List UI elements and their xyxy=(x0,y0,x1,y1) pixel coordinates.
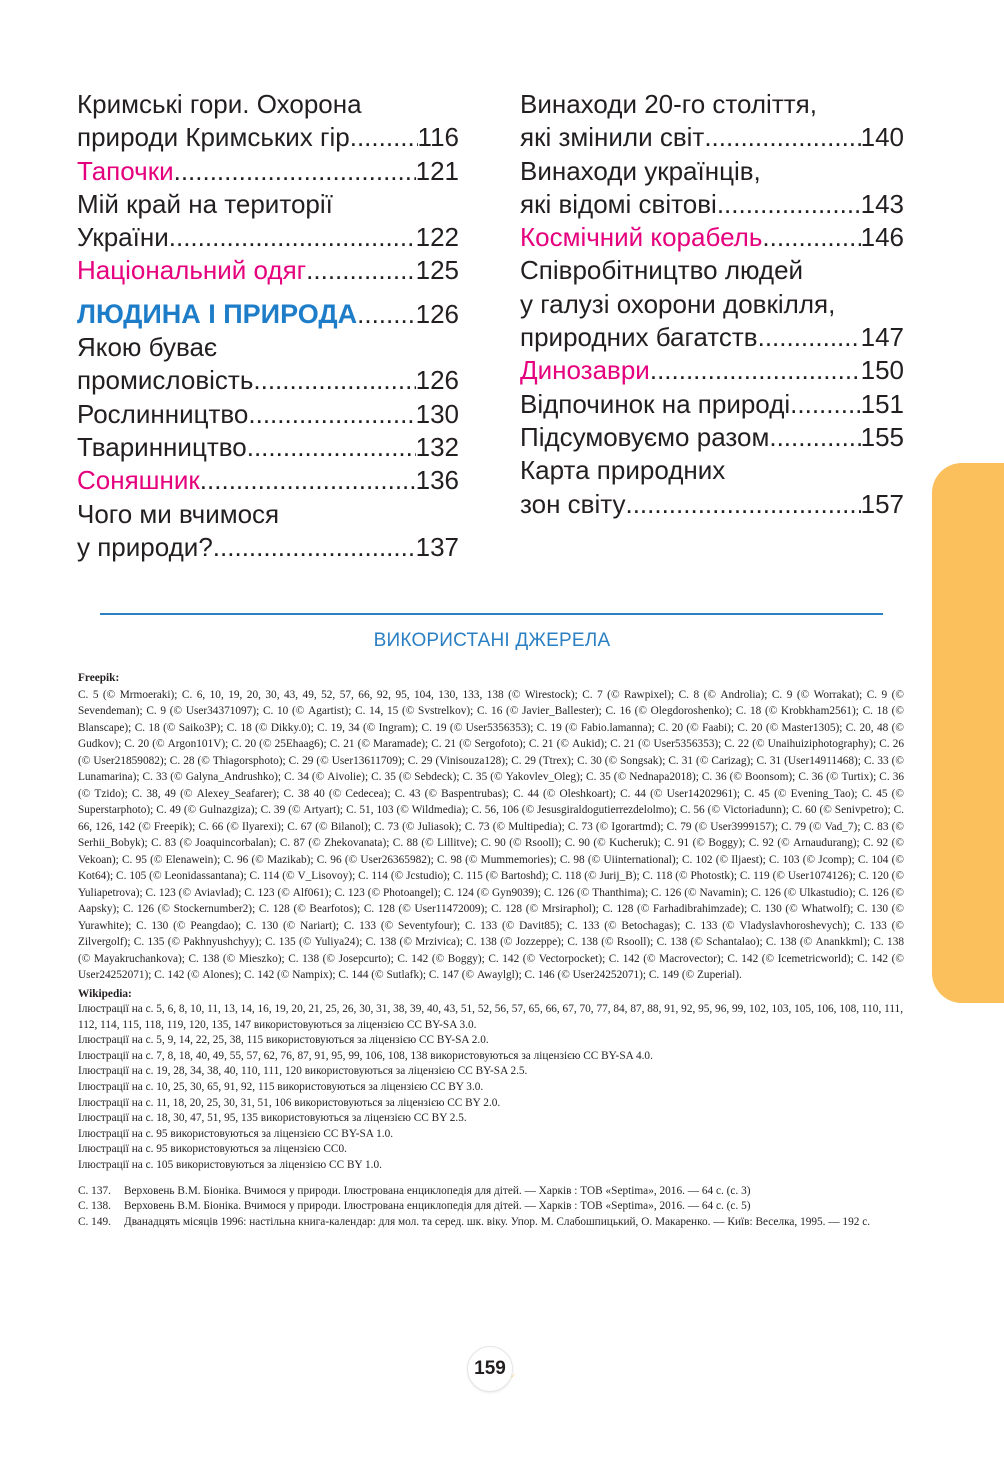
toc-page-number: 126 xyxy=(415,298,459,329)
dot-leader xyxy=(253,364,415,397)
toc-page-number: 121 xyxy=(415,155,459,186)
toc-entry-row xyxy=(77,221,459,254)
toc-entry-row xyxy=(77,464,459,497)
license-line: Ілюстрації на с. 105 використовуються за ліцензією CC BY 1.0. xyxy=(78,1158,382,1171)
toc-entry-line: Якою буває xyxy=(77,332,218,363)
reference-text: Дванадцять місяців 1996: настільна книга-календар: для мол. та серед. шк. віку. Упор. М. Слабошпицький, О. Макаренко. — Київ: Веселка, 1995. — 192 с. xyxy=(124,1215,871,1228)
toc-entry-line: Чого ми вчимося xyxy=(77,498,280,529)
freepik-header: Freepik: xyxy=(78,672,120,684)
dot-leader xyxy=(758,321,861,354)
toc-page-number: 132 xyxy=(415,431,459,462)
dot-leader xyxy=(200,464,416,497)
dot-leader xyxy=(650,354,861,387)
dot-leader xyxy=(704,121,860,154)
wikipedia-header: Wikipedia: xyxy=(78,987,132,1000)
toc-entry-row xyxy=(520,388,904,421)
dot-leader xyxy=(213,531,416,564)
toc-entry-title: у природи? xyxy=(77,531,213,562)
reference-page: С. 138. xyxy=(78,1200,111,1213)
toc-entry xyxy=(77,398,459,431)
toc-entry-row xyxy=(520,188,904,221)
license-line: Ілюстрації на с. 95 використовуються за ліцензією CC0. xyxy=(78,1143,347,1156)
toc-page-number: 147 xyxy=(860,322,904,353)
toc-entry-row xyxy=(77,531,459,564)
section-tab xyxy=(932,463,1004,1003)
toc-entry-title: Космічний корабель xyxy=(520,222,763,253)
toc-entry-line: у галузі охорони довкілля, xyxy=(520,288,836,319)
toc-entry-line: Мій край на території xyxy=(77,188,333,219)
dot-leader xyxy=(174,155,416,188)
license-line: Ілюстрації на с. 11, 18, 20, 25, 30, 31, 51, 106 використовуються за ліцензією CC BY 2.0. xyxy=(78,1096,501,1109)
license-line: Ілюстрації на с. 95 використовуються за ліцензією CC BY-SA 1.0. xyxy=(78,1127,394,1140)
page-number-badge xyxy=(464,1345,524,1393)
toc-entry xyxy=(77,464,459,497)
toc-page-number: 151 xyxy=(860,388,904,419)
toc-entry xyxy=(77,254,459,287)
toc-page-number: 157 xyxy=(860,488,904,519)
toc-entry xyxy=(520,155,904,222)
toc-entry xyxy=(520,421,904,454)
toc-page-number: 116 xyxy=(417,122,459,153)
toc-entry-title: Підсумовуємо разом xyxy=(520,421,770,452)
toc-entry-row xyxy=(520,488,904,521)
toc-entry-title: ЛЮДИНА І ПРИРОДА xyxy=(77,298,358,329)
toc-entry xyxy=(520,254,904,354)
freepik-credits: С. 5 (© Mrmoeraki); С. 6, 10, 19, 20, 30, 43, 49, 52, 57, 66, 92, 95, 104, 130, 133, 138 (© Wirestock); С. 7 (© Rawpixel); С. 8 (© Androlia); С. 9 (© Worrakat); С. 9 (© Sevendeman); С. 9 (© User34371097); С. 10 (© Agartist); С. 14, 15 (© Svstrelkov); С. 16 (© Javier_Ballester); С. 16 (© Olegdoroshenko); С. 18 (© Krobkham2561); С. 18 (© Blanscape); С. 18 (© Saiko3P); С. 18 (© Dikky.0); С. 19, 34 (© Ingram); С. 19 (© User5356353); С. 19 (© Fabio.lamanna); С. 20 (© Faabi); С. 20 (© Master1305); С. 20, 48 (© Gudkov); С. 20 (© Argon101V); С. 20 (© 25Ehaag6); С. 21 (© Maramade); С. 21 (© Sergofoto); С. 21 (© Aukid); С. 21 (© User5356353); С. 22 (© Unaihuiziphotography); С. 26 (© User21859082); С. 28 (© Thiagorsphoto); С. 29 (© User13611709); С. 29 (Vinisouza128); С. 29 (Ttrex); С. 30 (© Songsak); С. 31 (© Carizag); С. 31 (User14911468); С. 33 (© Lunamarina); С. 33 (© Galyna_Andrushko); С. 34 (© Aivolie); С. 35 (© Sebdeck); С. 35 (© Yakovlev_Oleg); С. 35 (© Nednapa2018); С. 36 (© Boonsom); С. 36 (© Turtix); С. 36 (© Tzido); С. 38, 49 (© Alexey_Seafarer); С. 38 40 (© Cedecea); С. 43 (© Baspentrubas); С. 44 (© Oleshkoart); С. 44 (© User14202961); С. 45 (© Evening_Tao); С. 45 (© Superstarphoto); С. 49 (© Gulnazgiza); С. 39 (© Artyart); С. 51, 103 (© Wildmedia); С. 56, 106 (© Jesusgiraldogutierrezdelolmo); С. 56 (© Victoriadunn); С. 60 (© Senivpetro); С. 66, 126, 142 (© Freepik); С. 66 (© Ilyarexi); С. 67 (© Bilanol); С. 73 (© Juliasok); С. 73 (© Multipedia); С. 73 (© Igorartmd); С. 79 (© User3999157); С. 79 (© Vad_7); С. 83 (© Serhii_Bobyk); С. 83 (© Joaquincorbalan); С. 87 (© Zhekovanata); С. 88 (© Lillitve); С. 90 (© Rsooll); С. 90 (© Kucheruk); С. 91 (© Boggy); С. 92 (© Arnaudurang); С. 92 (© Vekoan); С. 95 (© Elenawein); С. 96 (© Mazikab); С. 96 (© User26365982); С. 98 (© Mummemories); С. 98 (© Uiinternational); С. 102 (© Iljaest); С. 103 (© Jcomp); С. 104 (© Kot64); С. 105 (© Leonidassantana); С. 114 (© V_Lisovoy); С. 114 (© Jcstudio); С. 115 (© Bartoshd); С. 118 (© Jurij_B); С. 118 (© Photostk); С. 119 (© User1074126); С. 120 (© Yuliapetrova); С. 123 (© Aviavlad); С. 123 (© Alf061); С. 123 (© Photoangel); С. 124 (© Gyn9039); С. 126 (© Thanthima); С. 126 (© Navamin); С. 126 (© Ulkastudio); С. 126 (© Aapsky); С. 126 (© Stockernumber2); С. 128 (© Bearfotos); С. 128 (© User11472009); С. 128 (© Mrsiraphol); С. 128 (© Farhadibrahimzade); С. 130 (© Whatwolf); С. 130 (© Yurawhite); С. 130 (© Peangdao); С. 130 (© Nariart); С. 133 (© Seventyfour); С. 133 (© Davit85); С. 133 (© Betochagas); С. 133 (© Vladyslavhoroshevych); С. 133 (© Zilvergolf); С. 135 (© Pakhnyushchyy); С. 135 (© Yuliya24); С. 138 (© Mrzivica); С. 138 (© Jozzeppe); С. 138 (© Rsooll); С. 138 (© Schantalao); С. 138 (© Anankkml); С. 138 (© Mayakruchankova); С. 138 (© Mieszko); С. 138 (© Josepcurto); С. 142 (© Boggy); С. 142 (© Vectorpocket); С. 142 (© Macrovector); С. 142 (© Icemetricworld); С. 142 (© User24252071); С. 142 (© Alones); С. 142 (© Nampix); С. 144 (© Sutlafk); С. 147 (© Awaylgl); С. 146 (© User24252071); С. 149 (© Zuperial). xyxy=(78,688,904,981)
toc-entry xyxy=(77,155,459,188)
toc-entry-row xyxy=(520,354,904,387)
dot-leader xyxy=(169,221,416,254)
license-line: Ілюстрації на с. 19, 28, 34, 38, 40, 110, 111, 120 використовуються за ліцензією CC BY-SA 2.5. xyxy=(78,1065,528,1078)
toc-page-number: 143 xyxy=(860,188,904,219)
reference-page: С. 137. xyxy=(78,1184,111,1197)
dot-leader xyxy=(717,188,861,221)
toc-entry-title: природних багатств xyxy=(520,322,758,353)
dot-leader xyxy=(357,298,415,331)
toc-entry-title: які відомі світові xyxy=(520,188,717,219)
dot-leader xyxy=(762,221,860,254)
license-line: Ілюстрації на с. 18, 30, 47, 51, 95, 135 використовуються за ліцензією CC BY 2.5. xyxy=(78,1112,467,1125)
wikipedia-licenses xyxy=(78,1002,904,1174)
toc-entry xyxy=(77,88,459,155)
reference-text: Верховень В.М. Біоніка. Вчимося у природи. Ілюстрована енциклопедія для дітей. — Харків : ТОВ «Septima», 2016. — 64 с. (с. 3) xyxy=(124,1184,751,1197)
toc-entry-title: Тваринництво xyxy=(77,431,247,462)
dot-leader xyxy=(247,431,416,464)
toc-entry-title: зон світу xyxy=(520,488,626,519)
toc-entry xyxy=(520,388,904,421)
reference-item xyxy=(78,1184,904,1200)
toc-entry-title: природи Кримських гір xyxy=(77,122,350,153)
divider xyxy=(100,613,883,615)
toc-page-number: 155 xyxy=(860,421,904,452)
toc-entry-line: Співробітництво людей xyxy=(520,255,804,286)
toc-entry-row xyxy=(77,121,459,154)
references xyxy=(78,1184,904,1231)
toc-page-number: 137 xyxy=(415,531,459,562)
toc-entry-row xyxy=(520,121,904,154)
toc-entry-title: Соняшник xyxy=(77,465,200,496)
toc-page-number: 130 xyxy=(415,398,459,429)
dot-leader xyxy=(350,121,418,154)
toc-page-number: 136 xyxy=(415,465,459,496)
toc-entry-line: Винаходи українців, xyxy=(520,155,761,186)
reference-page: С. 149. xyxy=(78,1215,111,1228)
page-number: 159 xyxy=(467,1346,513,1392)
toc-entry-title: Відпочинок на природі xyxy=(520,388,791,419)
toc-entry-row xyxy=(77,254,459,287)
credits-block xyxy=(78,670,904,1230)
toc-entry-row xyxy=(77,431,459,464)
license-line: Ілюстрації на с. 10, 25, 30, 65, 91, 92, 115 використовуються за ліцензією CC BY 3.0. xyxy=(78,1080,484,1093)
toc-entry xyxy=(77,298,459,331)
toc-page-number: 150 xyxy=(860,355,904,386)
toc-entry xyxy=(77,188,459,255)
toc-entry-row xyxy=(77,364,459,397)
toc-page-number: 140 xyxy=(860,122,904,153)
toc-right-column xyxy=(520,88,904,521)
toc-page-number: 125 xyxy=(415,255,459,286)
toc-entry-title: Тапочки xyxy=(77,155,174,186)
toc-entry-title: Рослинництво xyxy=(77,398,249,429)
sources-title: ВИКОРИСТАНІ ДЖЕРЕЛА xyxy=(373,630,611,651)
toc-entry xyxy=(77,498,459,565)
dot-leader xyxy=(306,254,415,287)
toc-entry-row xyxy=(77,298,459,331)
toc-entry-title: Динозаври xyxy=(520,355,650,386)
dot-leader xyxy=(248,398,415,431)
license-line: Ілюстрації на с. 5, 9, 14, 22, 25, 38, 115 використовуються за ліцензією CC BY-SA 2.0. xyxy=(78,1034,489,1047)
toc-entry xyxy=(520,354,904,387)
toc-page-number: 126 xyxy=(415,365,459,396)
toc-entry-row xyxy=(520,221,904,254)
reference-text: Верховень В.М. Біоніка. Вчимося у природи. Ілюстрована енциклопедія для дітей. — Харків : ТОВ «Septima», 2016. — 64 с. (с. 5) xyxy=(124,1200,751,1213)
license-line: Ілюстрації на с. 5, 6, 8, 10, 11, 13, 14, 16, 19, 20, 21, 25, 26, 30, 31, 38, 39, 40, 43, 51, 52, 56, 57, 65, 66, 67, 70, 77, 84, 87, 88, 91, 92, 95, 96, 99, 102, 103, 105, 106, 108, 110, 111, 112, 114, 115, 118, 119, 120, 135, 147 використовуються за ліцензією CC BY-SA 3.0. xyxy=(78,1003,904,1031)
toc-entry-row xyxy=(77,155,459,188)
reference-item xyxy=(78,1199,904,1215)
toc-entry-row xyxy=(77,398,459,431)
toc-entry-title: Національний одяг xyxy=(77,255,307,286)
toc-entry xyxy=(520,454,904,521)
toc-entry-title: України xyxy=(77,222,169,253)
toc-entry-line: Карта природних xyxy=(520,455,726,486)
toc-entry-line: Кримські гори. Охорона xyxy=(77,89,362,119)
license-line: Ілюстрації на с. 7, 8, 18, 40, 49, 55, 57, 62, 76, 87, 91, 95, 99, 106, 108, 138 використовуються за ліцензією CC BY-SA 4.0. xyxy=(78,1049,653,1062)
toc-entry-title: які змінили світ xyxy=(520,122,705,153)
toc-entry xyxy=(77,431,459,464)
toc-entry-row xyxy=(520,321,904,354)
toc-entry-line: Винаходи 20-го століття, xyxy=(520,89,817,119)
toc-left-column xyxy=(77,88,459,564)
toc-page-number: 146 xyxy=(860,222,904,253)
dot-leader xyxy=(769,421,860,454)
toc-entry xyxy=(77,331,459,398)
dot-leader xyxy=(790,388,860,421)
toc-entry-title: промисловість xyxy=(77,365,254,396)
toc-entry-row xyxy=(520,421,904,454)
dot-leader xyxy=(625,488,860,521)
toc-entry xyxy=(520,221,904,254)
toc-entry xyxy=(520,88,904,155)
toc-page-number: 122 xyxy=(415,222,459,253)
reference-item xyxy=(78,1215,904,1231)
